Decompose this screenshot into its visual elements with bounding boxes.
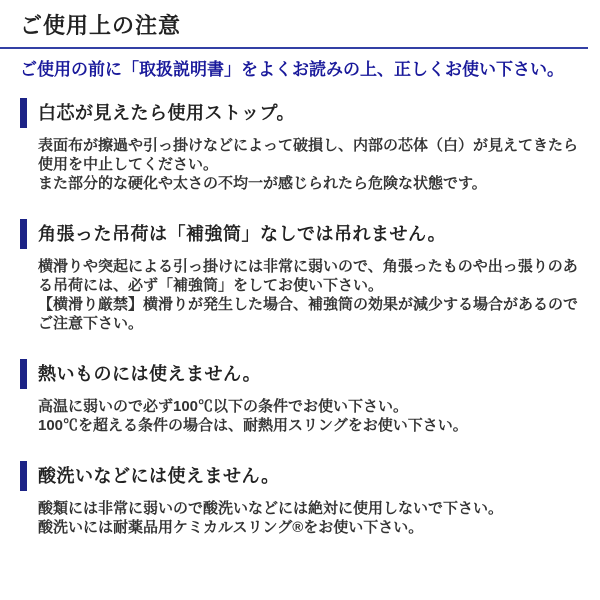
- section-body: [38, 257, 588, 333]
- body-text-line: 酸洗いには耐薬品用ケミカルスリング®をお使い下さい。: [38, 519, 424, 536]
- section-body: [38, 499, 588, 537]
- caution-sections: [20, 98, 588, 537]
- section-heading: 白芯が見えたら使用ストップ。: [38, 103, 296, 123]
- section-heading-row: [20, 219, 588, 249]
- section-heading-row: [20, 461, 588, 491]
- body-text-line: 表面布が擦過や引っ掛けなどによって破損し、内部の芯体（白）が見えてきたら: [38, 137, 579, 154]
- section-heading-row: [20, 359, 588, 389]
- section-heading: 熱いものには使えません。: [38, 364, 262, 384]
- body-text-line: 酸類には非常に弱いので酸洗いなどには絶対に使用しないで下さい。: [38, 500, 504, 517]
- page-title: ご使用上の注意: [20, 13, 182, 38]
- heading-accent-bar: [20, 98, 27, 128]
- caution-section: [20, 461, 588, 537]
- section-body: [38, 397, 588, 435]
- section-heading: 角張った吊荷は「補強筒」なしでは吊れません。: [38, 224, 447, 244]
- body-text-line: 使用を中止してください。: [38, 156, 219, 173]
- body-text-line: 【横滑り厳禁】横滑りが発生した場合、補強筒の効果が減少する場合があるので: [38, 296, 579, 313]
- body-text-line: る吊荷には、必ず「補強筒」をしてお使い下さい。: [38, 277, 384, 294]
- section-heading-row: [20, 98, 588, 128]
- body-text-line: 高温に弱いので必ず100℃以下の条件でお使い下さい。: [38, 398, 409, 415]
- body-text-line: 横滑りや突起による引っ掛けには非常に弱いので、角張ったものや出っ張りのあ: [38, 258, 578, 275]
- section-heading: 酸洗いなどには使えません。: [38, 466, 280, 486]
- body-text-line: また部分的な硬化や太さの不均一が感じられたら危険な状態です。: [38, 175, 487, 192]
- title-underline: [0, 47, 588, 49]
- heading-accent-bar: [20, 461, 27, 491]
- usage-notice: ご使用の前に「取扱説明書」をよくお読みの上、正しくお使い下さい。: [20, 60, 564, 79]
- section-body: [38, 136, 588, 193]
- caution-section: [20, 219, 588, 333]
- caution-section: [20, 98, 588, 193]
- heading-accent-bar: [20, 359, 27, 389]
- heading-accent-bar: [20, 219, 27, 249]
- body-text-line: ご注意下さい。: [38, 315, 144, 332]
- body-text-line: 100℃を超える条件の場合は、耐熱用スリングをお使い下さい。: [38, 417, 468, 434]
- caution-section: [20, 359, 588, 435]
